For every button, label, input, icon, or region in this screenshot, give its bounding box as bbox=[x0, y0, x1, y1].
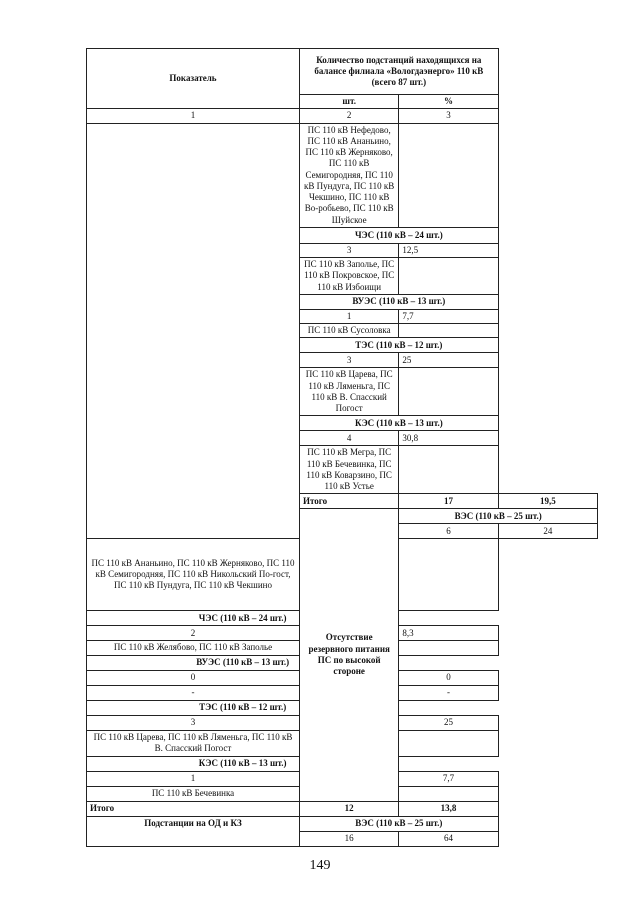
section3-ves-percent: 64 bbox=[399, 831, 498, 846]
section1-ves-list: ПС 110 кВ Нефедово, ПС 110 кВ Ананьино, ПС 110 кВ Жерняково, ПС 110 кВ Семигородняя, ПС 110 кВ Пундуга, ПС 110 кВ Чекшино, ПС 110 кВ Во-робьево, ПС 110 кВ Шуйское bbox=[300, 123, 399, 227]
empty-cell bbox=[399, 368, 498, 416]
section1-vues-head: ВУЭС (110 кВ – 13 шт.) bbox=[300, 294, 499, 309]
section1-ches-count: 3 bbox=[300, 243, 399, 257]
section2-ches-count: 2 bbox=[87, 626, 300, 641]
section2-total-count: 12 bbox=[300, 801, 399, 816]
section2-vues-dash-1: - bbox=[87, 685, 300, 700]
section1-kes-count: 4 bbox=[300, 431, 399, 446]
substations-table bbox=[86, 48, 598, 847]
section2-vues-count: 0 bbox=[87, 670, 300, 685]
empty-cell bbox=[399, 641, 498, 655]
section2-tes-percent: 25 bbox=[399, 715, 498, 730]
column-number-2: 2 bbox=[300, 109, 399, 123]
section2-total-percent: 13,8 bbox=[399, 801, 498, 816]
header-quantity-title: Количество подстанций находящихся на балансе филиала «Вологдаэнерго» 110 кВ (всего 87 шт.) bbox=[300, 49, 499, 95]
section1-vues-percent: 7,7 bbox=[399, 309, 498, 323]
section2-ves-head: ВЭС (110 кВ – 25 шт.) bbox=[399, 509, 598, 524]
empty-cell bbox=[399, 123, 498, 227]
section2-ches-list: ПС 110 кВ Желябово, ПС 110 кВ Заполье bbox=[87, 641, 300, 655]
section1-total-count: 17 bbox=[399, 494, 498, 509]
section1-label-cell bbox=[87, 123, 300, 539]
section1-tes-percent: 25 bbox=[399, 353, 498, 368]
empty-cell bbox=[399, 258, 498, 295]
section2-tes-list: ПС 110 кВ Царева, ПС 110 кВ Ляменьга, ПС 110 кВ В. Спасский Погост bbox=[87, 730, 300, 756]
section2-kes-percent: 7,7 bbox=[399, 771, 498, 786]
empty-cell bbox=[399, 446, 498, 494]
column-number-1: 1 bbox=[87, 109, 300, 123]
section1-ches-head: ЧЭС (110 кВ – 24 шт.) bbox=[300, 227, 499, 243]
section2-ches-head: ЧЭС (110 кВ – 24 шт.) bbox=[87, 611, 399, 626]
section1-kes-list: ПС 110 кВ Мегра, ПС 110 кВ Бечевинка, ПС 110 кВ Коварзино, ПС 110 кВ Устье bbox=[300, 446, 399, 494]
section2-ches-percent: 8,3 bbox=[399, 626, 498, 641]
section1-ches-list: ПС 110 кВ Заполье, ПС 110 кВ Покровское, ПС 110 кВ Избоищи bbox=[300, 258, 399, 295]
section2-tes-count: 3 bbox=[87, 715, 300, 730]
section1-total-label: Итого bbox=[300, 494, 399, 509]
column-number-3: 3 bbox=[399, 109, 498, 123]
section1-ches-percent: 12,5 bbox=[399, 243, 498, 257]
empty-cell bbox=[399, 539, 498, 611]
section1-kes-head: КЭС (110 кВ – 13 шт.) bbox=[300, 416, 499, 431]
header-indicator: Показатель bbox=[87, 49, 300, 109]
header-unit-pcs: шт. bbox=[300, 95, 399, 109]
empty-cell bbox=[399, 730, 498, 756]
section2-total-label: Итого bbox=[87, 801, 300, 816]
section2-vues-head: ВУЭС (110 кВ – 13 шт.) bbox=[87, 655, 399, 670]
section1-tes-list: ПС 110 кВ Царева, ПС 110 кВ Ляменьга, ПС 110 кВ В. Спасский Погост bbox=[300, 368, 399, 416]
section1-vues-list: ПС 110 кВ Сусоловка bbox=[300, 324, 399, 338]
section1-kes-percent: 30,8 bbox=[399, 431, 498, 446]
page-number: 149 bbox=[309, 858, 331, 873]
section1-tes-head: ТЭС (110 кВ – 12 шт.) bbox=[300, 338, 499, 353]
section2-ves-list: ПС 110 кВ Ананьино, ПС 110 кВ Жерняково, ПС 110 кВ Семигородняя, ПС 110 кВ Никольский По-гост, ПС 110 кВ Пундуга, ПС 110 кВ Чекшино bbox=[87, 539, 300, 611]
section3-ves-count: 16 bbox=[300, 831, 399, 846]
section1-vues-count: 1 bbox=[300, 309, 399, 323]
section1-total-percent: 19,5 bbox=[498, 494, 597, 509]
header-unit-percent: % bbox=[399, 95, 498, 109]
section3-label: Подстанции на ОД и КЗ bbox=[87, 816, 300, 846]
section2-ves-percent: 24 bbox=[498, 524, 597, 539]
section2-tes-head: ТЭС (110 кВ – 12 шт.) bbox=[87, 700, 399, 715]
section1-tes-count: 3 bbox=[300, 353, 399, 368]
section2-label: Отсутствие резервного питания ПС по высокой стороне bbox=[300, 509, 399, 801]
empty-cell bbox=[399, 786, 498, 801]
section2-ves-count: 6 bbox=[399, 524, 498, 539]
section2-kes-list: ПС 110 кВ Бечевинка bbox=[87, 786, 300, 801]
empty-cell bbox=[399, 324, 498, 338]
section2-vues-dash-2: - bbox=[399, 685, 498, 700]
section3-ves-head: ВЭС (110 кВ – 25 шт.) bbox=[300, 816, 499, 831]
section2-kes-head: КЭС (110 кВ – 13 шт.) bbox=[87, 756, 399, 771]
section2-vues-percent: 0 bbox=[399, 670, 498, 685]
section2-kes-count: 1 bbox=[87, 771, 300, 786]
